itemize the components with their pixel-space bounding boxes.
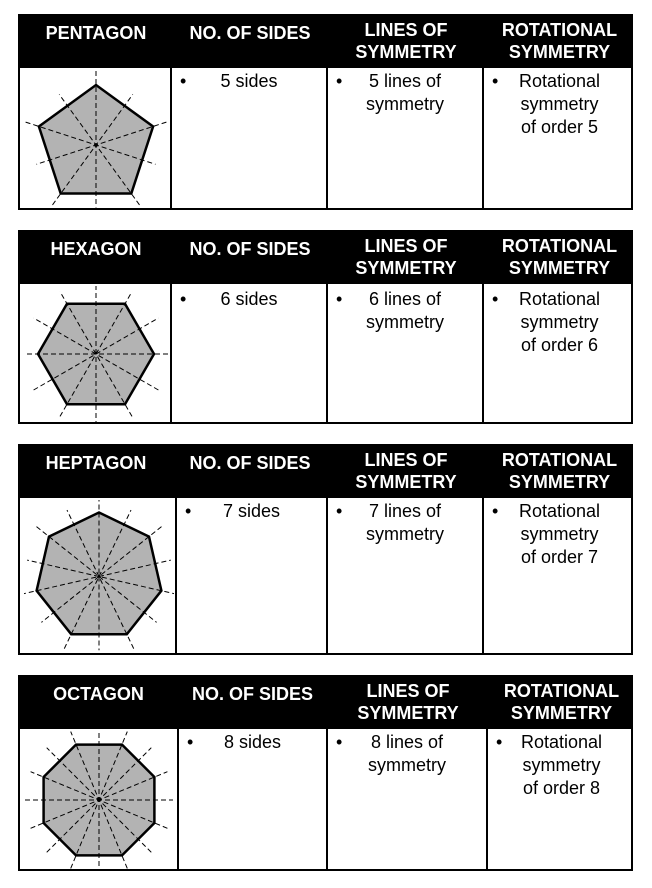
- column-divider: [170, 16, 172, 208]
- column-divider: [175, 446, 177, 653]
- sides-value: 7 sides: [222, 501, 281, 521]
- lines-header: LINES OF SYMMETRY: [357, 681, 459, 723]
- bullet: •: [492, 501, 499, 521]
- rotational-value: Rotational symmetry of order 6: [518, 289, 601, 355]
- lines-header: LINES OF SYMMETRY: [355, 450, 457, 492]
- bullet: •: [336, 71, 343, 91]
- sides-cell: [177, 498, 326, 523]
- shape-name-header: HEPTAGON: [45, 453, 147, 473]
- lines-header: LINES OF SYMMETRY: [355, 20, 457, 62]
- lines-value: 5 lines of symmetry: [366, 71, 444, 114]
- rotational-cell: [484, 286, 635, 357]
- lines-cell: [328, 68, 482, 116]
- lines-cell: [328, 729, 486, 777]
- shape-name-header: HEXAGON: [50, 239, 142, 259]
- hexagon-diagram: [24, 286, 168, 422]
- bullet: •: [180, 289, 187, 309]
- sides-value: 5 sides: [220, 71, 278, 91]
- sides-cell: [179, 729, 326, 754]
- rotational-header: ROTATIONAL SYMMETRY: [501, 236, 618, 278]
- lines-cell: [328, 286, 482, 334]
- lines-header: LINES OF SYMMETRY: [355, 236, 457, 278]
- bullet: •: [496, 732, 503, 752]
- lines-cell: [328, 498, 482, 546]
- octagon-diagram: [24, 731, 174, 869]
- bullet: •: [336, 289, 343, 309]
- rotational-header: ROTATIONAL SYMMETRY: [503, 681, 620, 723]
- rotational-cell: [484, 498, 635, 569]
- sides-header: NO. OF SIDES: [189, 453, 311, 473]
- bullet: •: [187, 732, 194, 752]
- bullet: •: [185, 501, 192, 521]
- bullet: •: [180, 71, 187, 91]
- bullet: •: [336, 732, 343, 752]
- lines-value: 7 lines of symmetry: [366, 501, 444, 544]
- sides-value: 8 sides: [223, 732, 282, 752]
- rotational-value: Rotational symmetry of order 7: [518, 501, 601, 567]
- sides-header: NO. OF SIDES: [189, 239, 311, 259]
- column-divider: [177, 677, 179, 869]
- heptagon-diagram: [24, 500, 174, 653]
- hexagon-table: [18, 230, 633, 424]
- octagon-table: [18, 675, 633, 871]
- sides-cell: [172, 286, 326, 311]
- rotational-cell: [488, 729, 635, 800]
- bullet: •: [492, 71, 499, 91]
- rotational-header: ROTATIONAL SYMMETRY: [501, 450, 618, 492]
- shape-name-header: PENTAGON: [45, 23, 147, 43]
- column-divider: [170, 232, 172, 422]
- sides-cell: [172, 68, 326, 93]
- rotational-value: Rotational symmetry of order 5: [518, 71, 601, 137]
- column-divider: [326, 446, 328, 653]
- rotational-cell: [484, 68, 635, 139]
- pentagon-diagram: [24, 70, 168, 208]
- bullet: •: [492, 289, 499, 309]
- lines-value: 8 lines of symmetry: [368, 732, 446, 775]
- shape-name-header: OCTAGON: [53, 684, 144, 704]
- bullet: •: [336, 501, 343, 521]
- sides-value: 6 sides: [220, 289, 278, 309]
- sides-header: NO. OF SIDES: [189, 23, 311, 43]
- heptagon-table: [18, 444, 633, 655]
- rotational-header: ROTATIONAL SYMMETRY: [501, 20, 618, 62]
- lines-value: 6 lines of symmetry: [366, 289, 444, 332]
- rotational-value: Rotational symmetry of order 8: [520, 732, 603, 798]
- sides-header: NO. OF SIDES: [191, 684, 314, 704]
- pentagon-table: [18, 14, 633, 210]
